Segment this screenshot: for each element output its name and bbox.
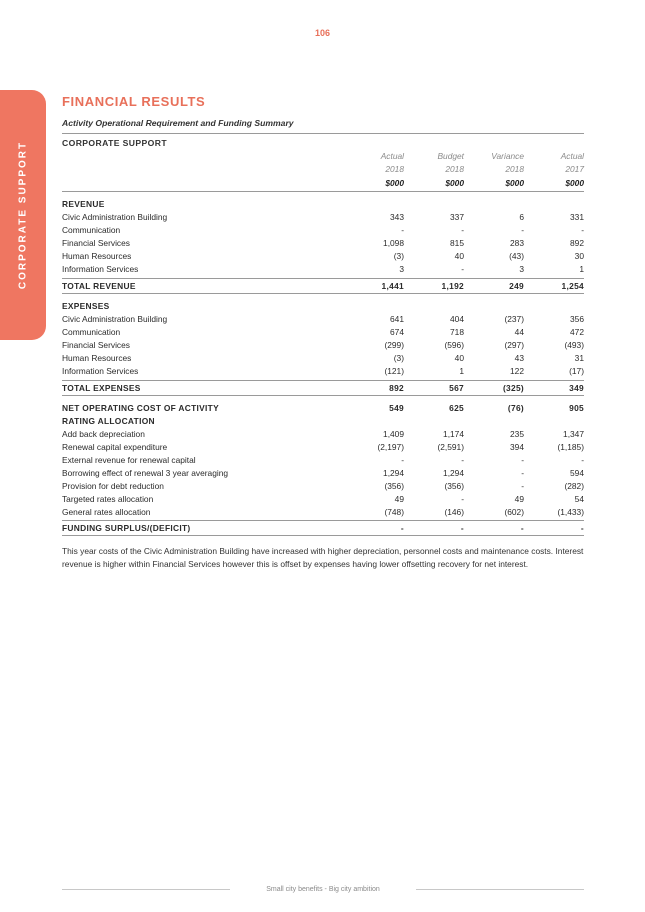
col-unit: $000 [445, 178, 464, 188]
table-row: Information Services 3 - 3 1 [62, 264, 584, 274]
table-row: Information Services (121) 1 122 (17) [62, 366, 584, 376]
total-expenses-row: TOTAL EXPENSES 892 567 (325) 349 [62, 380, 584, 396]
col-year: 2018 [445, 164, 464, 174]
table-row: Human Resources (3) 40 (43) 30 [62, 251, 584, 261]
col-header: Budget [437, 151, 464, 161]
table-title: CORPORATE SUPPORT [62, 138, 167, 148]
expenses-heading: EXPENSES [62, 301, 110, 311]
total-revenue-row: TOTAL REVENUE 1,441 1,192 249 1,254 [62, 278, 584, 294]
table-row: Financial Services (299) (596) (297) (493) [62, 340, 584, 350]
table-row: Civic Administration Building 343 337 6 331 [62, 212, 584, 222]
side-tab-label: CORPORATE SUPPORT [17, 140, 29, 290]
col-unit: $000 [565, 178, 584, 188]
side-tab [0, 90, 46, 340]
section-title: FINANCIAL RESULTS [62, 94, 206, 109]
col-year: 2018 [505, 164, 524, 174]
table-row: Communication - - - - [62, 225, 584, 235]
header-row-years [62, 163, 584, 176]
col-unit: $000 [385, 178, 404, 188]
table-row: Financial Services 1,098 815 283 892 [62, 238, 584, 248]
col-header: Actual [380, 151, 404, 161]
footer [62, 884, 584, 896]
rating-allocation-heading: RATING ALLOCATION [62, 416, 155, 426]
table-row: Civic Administration Building 641 404 (237) 356 [62, 314, 584, 324]
table-row: Human Resources (3) 40 43 31 [62, 353, 584, 363]
commentary-paragraph: This year costs of the Civic Administration Building have increased with higher depreciation, personnel costs and maintenance costs. Interest revenue is higher within Financial Services however this is offset by expenses having lower offsetting recovery for net interest. [62, 546, 584, 569]
table-row: General rates allocation (748) (146) (602) (1,433) [62, 507, 584, 517]
col-header: Actual [560, 151, 584, 161]
col-header: Variance [491, 151, 524, 161]
funding-surplus-row: FUNDING SURPLUS/(DEFICIT) - - - - [62, 520, 584, 536]
table-row: Provision for debt reduction (356) (356) - (282) [62, 481, 584, 491]
col-unit: $000 [505, 178, 524, 188]
col-year: 2018 [385, 164, 404, 174]
table-row: External revenue for renewal capital - - - - [62, 455, 584, 465]
table-row: Targeted rates allocation 49 - 49 54 [62, 494, 584, 504]
header-row-units [62, 176, 584, 192]
footer-tagline: Small city benefits - Big city ambition [266, 886, 380, 893]
financial-results-section [62, 93, 584, 571]
table-row: Add back depreciation 1,409 1,174 235 1,347 [62, 429, 584, 439]
table-row: Renewal capital expenditure (2,197) (2,591) 394 (1,185) [62, 442, 584, 452]
table-row: Communication 674 718 44 472 [62, 327, 584, 337]
subtitle: Activity Operational Requirement and Funding Summary [62, 117, 584, 134]
page-number: 106 [314, 28, 331, 38]
col-year: 2017 [565, 164, 584, 174]
footer-divider [416, 889, 584, 890]
header-row-labels [62, 150, 584, 163]
table-row: Borrowing effect of renewal 3 year averaging 1,294 1,294 - 594 [62, 468, 584, 478]
revenue-heading: REVENUE [62, 199, 105, 209]
net-operating-cost-row: NET OPERATING COST OF ACTIVITY 549 625 (76) 905 [62, 403, 584, 413]
